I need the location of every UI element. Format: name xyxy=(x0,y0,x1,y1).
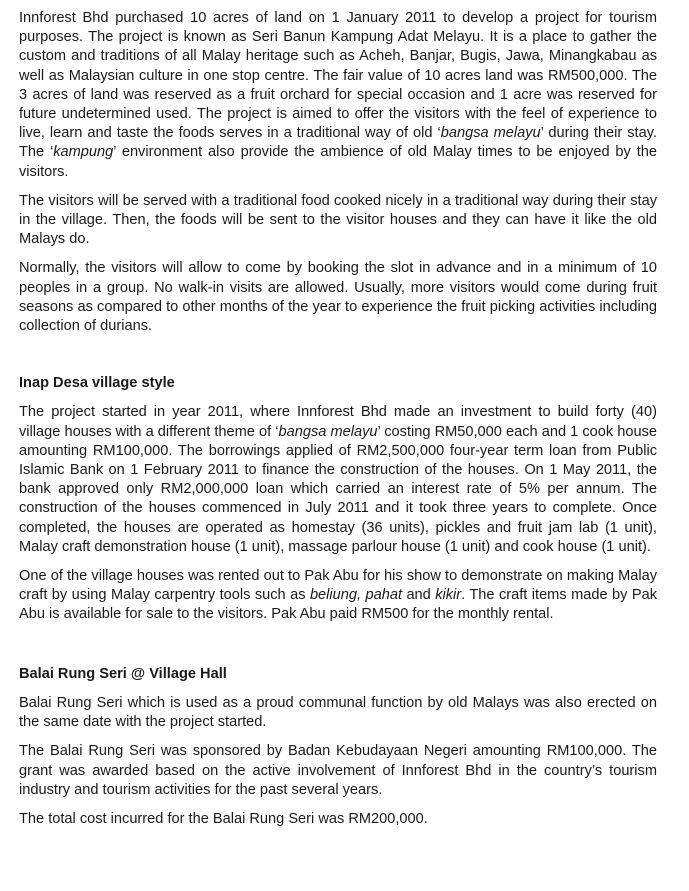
balai-paragraph-2: The Balai Rung Seri was sponsored by Badan Kebudayaan Negeri amounting RM100,000. The grant was awarded based on the active involvement of Innforest Bhd in the country’s tourism industry and tourism activities for the past several years. xyxy=(19,743,657,798)
balai-paragraph-3: The total cost incurred for the Balai Rung Seri was RM200,000. xyxy=(19,810,428,827)
inap-desa-paragraph-1: The project started in year 2011, where Innforest Bhd made an investment to build forty (40) village houses with a different theme of ‘bangsa melayu’ costing RM50,000 each and 1 cook house amounting RM100,000. The borrowings applied of RM2,500,000 four-year term loan from Public Islamic Bank on 1 February 2011 to finance the construction of the houses. On 1 May 2011, the bank approved only RM2,000,000 loan which carried an interest rate of 5% per annum. The construction of the houses commenced in July 2011 and it took three years to complete. Once completed, the houses are operated as homestay (36 units), pickles and fruit jam lab (1 unit), Malay craft demonstration house (1 unit), massage parlour house (1 unit) and cook house (1 unit). xyxy=(19,404,657,555)
balai-rung-seri-heading: Balai Rung Seri @ Village Hall xyxy=(19,665,227,682)
intro-paragraph-3: Normally, the visitors will allow to come by booking the slot in advance and in a minimum of 10 peoples in a group. No walk-in visits are allowed. Usually, more visitors would come during fruit seasons as compared to other months of the year to experience the fruit picking activities including collection of durians. xyxy=(19,260,657,335)
balai-paragraph-1: Balai Rung Seri which is used as a proud communal function by old Malays was also erected on the same date with the project started. xyxy=(19,694,657,731)
intro-paragraph-2: The visitors will be served with a traditional food cooked nicely in a traditional way during their stay in the village. Then, the foods will be sent to the visitor houses and they can have it like the old Malays do. xyxy=(19,192,657,248)
inap-desa-heading: Inap Desa village style xyxy=(19,375,175,392)
intro-paragraph-1: Innforest Bhd purchased 10 acres of land on 1 January 2011 to develop a project for tourism purposes. The project is known as Seri Banun Kampung Adat Melayu. It is a place to gather the custom and traditions of all Malay heritage such as Acheh, Banjar, Bugis, Jawa, Minangkabau as well as Malaysian culture in one stop centre. The fair value of 10 acres land was RM500,000. The 3 acres of land was reserved as a fruit orchard for special occasion and 1 acre was reserved for future undetermined used. The project is aimed to offer the visitors with the feel of experience to live, learn and taste the foods serves in a traditional way of old ‘bangsa melayu’ during their stay. The ‘kampung’ environment also provide the ambience of old Malay times to be enjoyed by the visitors. xyxy=(19,10,657,180)
document-page xyxy=(19,9,657,829)
inap-desa-paragraph-2: One of the village houses was rented out to Pak Abu for his show to demonstrate on making Malay craft by using Malay carpentry tools such as beliung, pahat and kikir. The craft items made by Pak Abu is available for sale to the visitors. Pak Abu paid RM500 for the monthly rental. xyxy=(19,568,657,623)
